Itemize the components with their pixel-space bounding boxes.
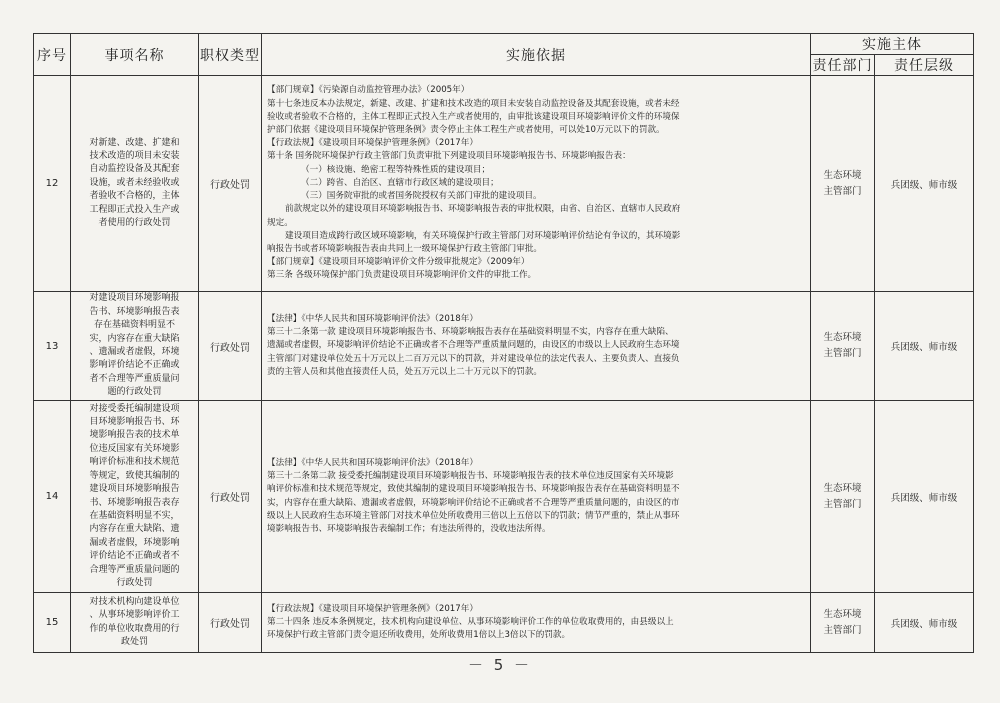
table-row	[34, 76, 974, 292]
power-type: 行政处罚	[199, 401, 262, 593]
header-item-name: 事项名称	[71, 34, 199, 76]
page-number: － 5 －	[467, 656, 533, 674]
legal-basis: 【法律】《中华人民共和国环境影响评价法》（2018年） 第三十二条第二款 接受委托编制建设项目环境影响报告书、环境影响报告表的技术单位违反国家有关环境影 响评价标准和技术规范等规定，致使其编制的建设项目环境影响报告书、环境影响报告表存在基础资料明显不 实，内容存在重大缺陷、遗漏或者虚假，环境影响评价结论不正确或者不合理等严重质量问题的，由设区的市 级以上人民政府生态环境主管部门对技术单位处所收费用三倍以上五倍以下的罚款；情节严重的，禁止从事环 境影响报告书、环境影响报告表编制工作；有违法所得的，没收违法所得。	[262, 401, 811, 593]
header-level: 责任层级	[875, 55, 974, 76]
table-row	[34, 401, 974, 593]
responsible-dept: 生态环境 主管部门	[811, 401, 875, 593]
row-number: 15	[34, 593, 71, 653]
responsible-dept: 生态环境 主管部门	[811, 292, 875, 401]
responsible-dept: 生态环境 主管部门	[811, 76, 875, 292]
row-number: 13	[34, 292, 71, 401]
header-dept: 责任部门	[811, 55, 875, 76]
power-list-table	[33, 33, 974, 653]
responsible-level: 兵团级、师市级	[875, 292, 974, 401]
responsible-level: 兵团级、师市级	[875, 401, 974, 593]
header-subject: 实施主体	[811, 34, 974, 55]
power-type: 行政处罚	[199, 292, 262, 401]
legal-basis: 【行政法规】《建设项目环境保护管理条例》（2017年） 第二十四条 违反本条例规定，技术机构向建设单位、从事环境影响评价工作的单位收取费用的，由县级以上 环境保护行政主管部门责令退还所收费用，处所收费用1倍以上3倍以下的罚款。	[262, 593, 811, 653]
responsible-level: 兵团级、师市级	[875, 76, 974, 292]
header-power-type: 职权类型	[199, 34, 262, 76]
header-basis: 实施依据	[262, 34, 811, 76]
header-seq: 序号	[34, 34, 71, 76]
item-name: 对接受委托编制建设项 目环境影响报告书、环 境影响报告表的技术单 位违反国家有关环境影 响评价标准和技术规范 等规定，致使其编制的 建设项目环境影响报告 书、环境影响报告表存 在基础资料明显不实， 内容存在重大缺陷、遗 漏或者虚假，环境影响 评价结论不正确或者不 合理等严重质量问题的 行政处罚	[71, 401, 199, 593]
responsible-level: 兵团级、师市级	[875, 593, 974, 653]
item-name: 对新建、改建、扩建和 技术改造的项目未安装 自动监控设备及其配套 设施，或者未经验收或 者验收不合格的，主体 工程即正式投入生产或 者使用的行政处罚	[71, 76, 199, 292]
table-row	[34, 292, 974, 401]
row-number: 12	[34, 76, 71, 292]
responsible-dept: 生态环境 主管部门	[811, 593, 875, 653]
power-type: 行政处罚	[199, 593, 262, 653]
power-type: 行政处罚	[199, 76, 262, 292]
legal-basis: 【部门规章】《污染源自动监控管理办法》（2005年） 第十七条违反本办法规定，新建、改建、扩建和技术改造的项目未安装自动监控设备及其配套设施，或者未经 验收或者验收不合格的，主体工程即正式投入生产或者使用的，由审批该建设项目环境影响评价文件的环境保 护部门依据《建设项目环境保护管理条例》责令停止主体工程生产或者使用，可以处10万元以下的罚款。 【行政法规】《建设项目环境保护管理条例》（2017年） 第十条 国务院环境保护行政主管部门负责审批下列建设项目环境影响报告书、环境影响报告表： （一）核设施、绝密工程等特殊性质的建设项目； （二）跨省、自治区、直辖市行政区域的建设项目； （三）国务院审批的或者国务院授权有关部门审批的建设项目。 前款规定以外的建设项目环境影响报告书、环境影响报告表的审批权限，由省、自治区、直辖市人民政府 规定。 建设项目造成跨行政区域环境影响，有关环境保护行政主管部门对环境影响评价结论有争议的，其环境影 响报告书或者环境影响报告表由共同上一级环境保护行政主管部门审批。 【部门规章】《建设项目环境影响评价文件分级审批规定》（2009年） 第三条 各级环境保护部门负责建设项目环境影响评价文件的审批工作。	[262, 76, 811, 292]
legal-basis: 【法律】《中华人民共和国环境影响评价法》（2018年） 第三十二条第一款 建设项目环境影响报告书、环境影响报告表存在基础资料明显不实，内容存在重大缺陷、 遗漏或者虚假，环境影响评价结论不正确或者不合理等严重质量问题的，由设区的市级以上人民政府生态环境 主管部门对建设单位处五十万元以上二百万元以下的罚款，并对建设单位的法定代表人、主要负责人、直接负 责的主管人员和其他直接责任人员，处五万元以上二十万元以下的罚款。	[262, 292, 811, 401]
table-row	[34, 593, 974, 653]
item-name: 对建设项目环境影响报 告书、环境影响报告表 存在基础资料明显不 实，内容存在重大缺陷 、遗漏或者虚假，环境 影响评价结论不正确或 者不合理等严重质量问 题的行政处罚	[71, 292, 199, 401]
row-number: 14	[34, 401, 71, 593]
item-name: 对技术机构向建设单位 、从事环境影响评价工 作的单位收取费用的行 政处罚	[71, 593, 199, 653]
